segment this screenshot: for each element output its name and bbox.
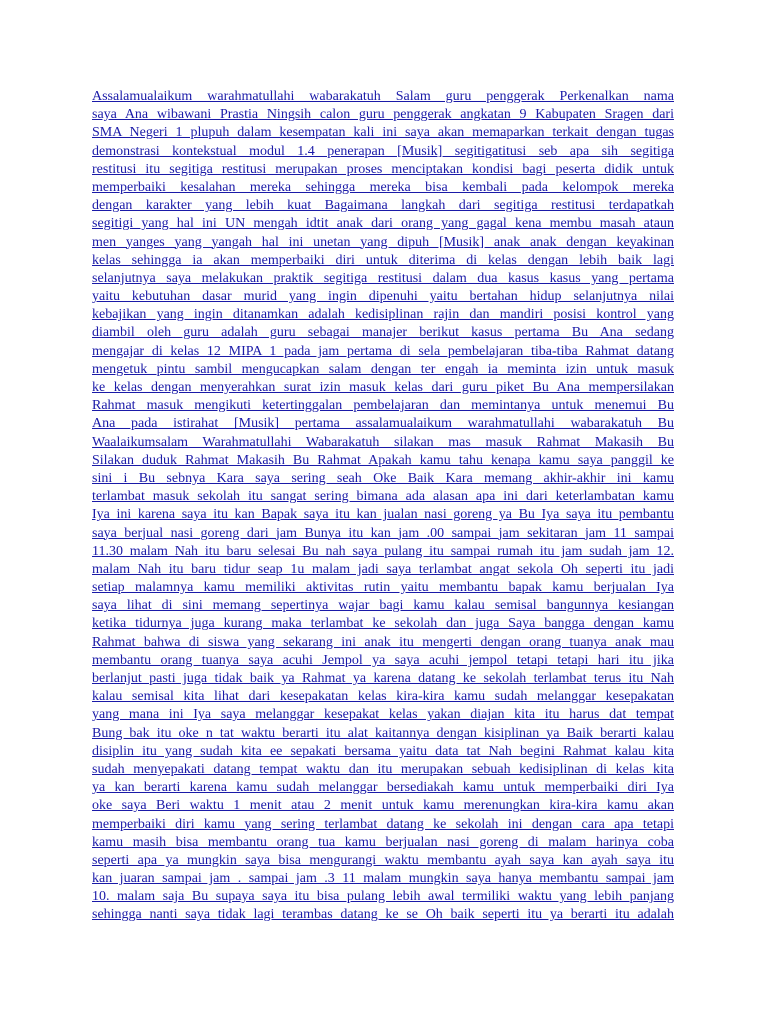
transcript-line[interactable]: 10. malam saja Bu supaya saya itu bisa pulang lebih awal termiliki waktu yang lebih panjang (92, 889, 674, 905)
transcript-line[interactable]: memperbaiki kesalahan mereka sehingga mereka bisa kembali pada kelompok mereka (92, 179, 674, 195)
transcript-line[interactable]: sehingga nanti saya tidak lagi terambas datang ke se Oh baik seperti itu ya berarti itu adalah (92, 907, 674, 923)
transcript-line[interactable]: Waalaikumsalam Warahmatullahi Wabarakatuh silakan mas masuk Rahmat Makasih Bu (92, 434, 674, 450)
transcript-line[interactable]: malam Nah itu baru tidur seap 1u malam jadi saya terlambat angat sekola Oh seperti itu jadi (92, 561, 674, 577)
transcript-line[interactable]: Iya ini karena saya itu kan Bapak saya itu kan jualan nasi goreng ya Bu Iya saya itu pembantu (92, 507, 674, 523)
transcript-line[interactable]: ketika tidurnya juga kurang maka terlambat ke sekolah dan juga Saya bangga dengan kamu (92, 616, 674, 632)
transcript-line[interactable]: membantu orang tuanya saya acuhi Jempol ya saya acuhi jempol tetapi tetapi hari itu jika (92, 652, 674, 668)
transcript-line[interactable]: yang mana ini Iya saya melanggar kesepakat kelas yakan diajan kita itu harus dat tempat (92, 707, 674, 723)
transcript-line[interactable]: kalau semisal kita lihat dari kesepakatan kelas kira-kira kamu sudah melanggar kesepakatan (92, 689, 674, 705)
transcript-line[interactable]: restitusi itu segitiga restitusi merupakan proses menciptakan kondisi bagi peserta didik untuk (92, 161, 674, 177)
transcript-line[interactable]: saya lihat di sini memang sepertinya wajar bagi kamu kalau semisal bangunnya kesiangan (92, 598, 674, 614)
transcript-line[interactable]: saya Ana wibawani Prastia Ningsih calon guru penggerak angkatan 9 Kabupaten Sragen dari (92, 107, 674, 123)
transcript-document (92, 88, 674, 925)
transcript-line[interactable]: dengan karakter yang lebih kuat Bagaimana langkah dari segitiga restitusi terdapatkah (92, 198, 674, 214)
transcript-line[interactable]: oke saya Beri waktu 1 menit atau 2 menit untuk kamu merenungkan kira-kira kamu akan (92, 798, 674, 814)
transcript-line[interactable]: memperbaiki diri kamu yang sering terlambat datang ke sekolah ini dengan cara apa tetapi (92, 816, 674, 832)
transcript-line[interactable]: diambil oleh guru adalah guru sebagai manajer berikut kasus pertama Bu Ana sedang (92, 325, 674, 341)
transcript-line[interactable]: demonstrasi kontekstual modul 1.4 penerapan [Musik] segitigatitusi seb apa sih segitiga (92, 143, 674, 159)
transcript-line[interactable]: seperti apa ya mungkin saya bisa mengurangi waktu membantu ayah saya kan ayah saya itu (92, 852, 674, 868)
transcript-line[interactable]: ke kelas dengan menyerahkan surat izin masuk kelas dari guru piket Bu Ana mempersilakan (92, 380, 674, 395)
transcript-line[interactable]: Rahmat bahwa di siswa yang sekarang ini anak itu mengerti dengan orang tuanya anak mau (92, 634, 674, 650)
transcript-line[interactable]: Silakan duduk Rahmat Makasih Bu Rahmat Apakah kamu tahu kenapa kamu saya panggil ke (92, 452, 674, 468)
transcript-line[interactable]: mengetuk pintu sambil mengucapkan salam dengan ter engah ia meminta izin untuk masuk (92, 361, 674, 377)
transcript-line[interactable]: selanjutnya saya melakukan praktik segitiga restitusi dalam dua kasus kasus yang pertama (92, 270, 674, 286)
transcript-line[interactable]: 11.30 malam Nah itu baru selesai Bu nah saya pulang itu sampai rumah itu jam sudah jam 12. (92, 543, 674, 559)
transcript-line[interactable]: sini i Bu sebnya Kara saya sering seah Oke Baik Kara memang akhir-akhir ini kamu (92, 470, 674, 486)
transcript-line[interactable]: kan juaran sampai jam . sampai jam .3 11 malam mungkin saya hanya membantu sampai jam (92, 871, 674, 887)
transcript-line[interactable]: terlambat masuk sekolah itu sangat sering bimana ada alasan apa ini dari keterlambatan kamu (92, 489, 674, 505)
transcript-line[interactable]: berlanjut pasti juga tidak baik ya Rahmat ya karena datang ke sekolah terlambat terus itu Nah (92, 671, 674, 686)
transcript-line[interactable]: kelas sehingga ia akan memperbaiki diri untuk diterima di kelas dengan lebih baik lagi (92, 252, 674, 268)
transcript-line[interactable]: men yanges yang yangah hal ini unetan yang dipuh [Musik] anak anak dengan keyakinan (92, 234, 674, 250)
transcript-line[interactable]: saya berjual nasi goreng dari jam Bunya itu kan jam .00 sampai jam sekitaran jam 11 sampai (92, 525, 674, 541)
transcript-line[interactable]: sudah menyepakati datang tempat waktu dan itu merupakan sebuah kedisiplinan di kelas kita (92, 761, 674, 777)
transcript-line[interactable]: mengajar di kelas 12 MIPA 1 pada jam pertama di sela pembelajaran tiba-tiba Rahmat datang (92, 343, 674, 359)
transcript-line[interactable]: Assalamualaikum warahmatullahi wabarakatuh Salam guru penggerak Perkenalkan nama (92, 89, 674, 104)
transcript-line[interactable]: Rahmat masuk mengikuti ketertinggalan pembelajaran dan memintanya untuk menemui Bu (92, 398, 674, 414)
transcript-line[interactable]: Ana pada istirahat [Musik] pertama assalamualaikum warahmatullahi wabarakatuh Bu (92, 416, 674, 432)
transcript-line[interactable]: ya kan berarti karena kamu sudah melanggar bersediakah kamu untuk memperbaiki diri Iya (92, 780, 674, 796)
transcript-line[interactable]: Bung bak itu oke n tat waktu berarti itu alat kaitannya dengan kisiplinan ya Baik berarti kalau (92, 725, 674, 741)
transcript-line[interactable]: yaitu kebutuhan dasar murid yang ingin dipenuhi yaitu bertahan hidup selanjutnya nilai (92, 289, 674, 305)
transcript-line[interactable]: setiap malamnya kamu memiliki aktivitas rutin yaitu membantu bapak kamu berjualan Iya (92, 580, 674, 596)
transcript-line[interactable]: kamu masih bisa membantu orang tua kamu berjualan nasi goreng di malam harinya coba (92, 834, 674, 850)
transcript-line[interactable]: SMA Negeri 1 plupuh dalam kesempatan kali ini saya akan memaparkan terkait dengan tugas (92, 125, 674, 141)
transcript-line[interactable]: kebajikan yang ingin ditanamkan adalah kedisiplinan rajin dan mandiri posisi kontrol yang (92, 307, 674, 323)
transcript-line[interactable]: segitigi yang hal ini UN mengah idtit anak dari orang yang gagal kena membu masah ataun (92, 216, 674, 232)
transcript-line[interactable]: disiplin itu yang sudah kita ee sepakati bersama yaitu data tat Nah begini Rahmat kalau kita (92, 743, 674, 759)
